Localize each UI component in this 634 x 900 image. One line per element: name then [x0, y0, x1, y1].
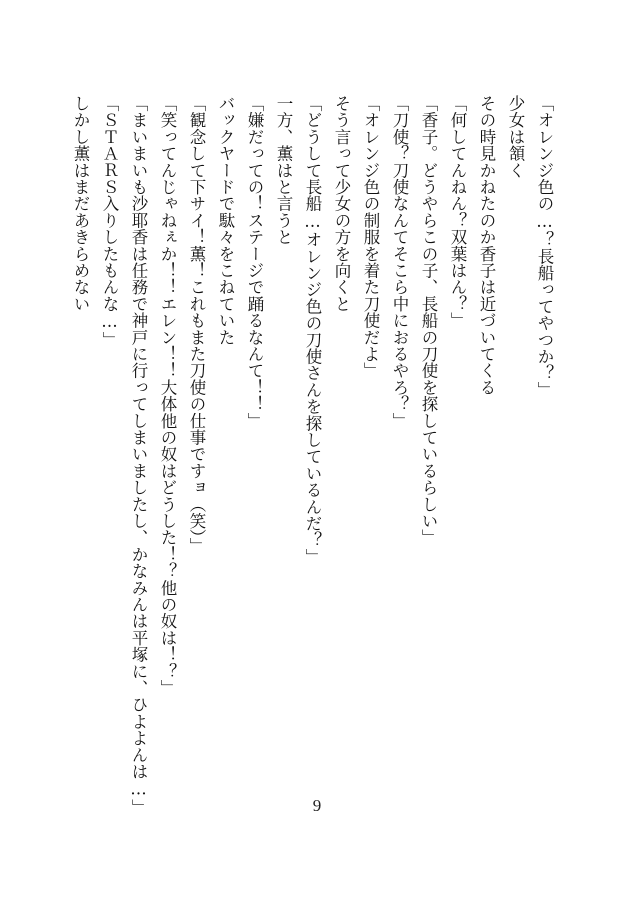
- text-line: 「まいまいも沙耶香は任務で神戸に行ってしまいましたし、かなみんは平塚に、ひよよんは…」: [129, 95, 148, 816]
- text-line: バックヤードで駄々をこねていた: [216, 95, 235, 346]
- page-number: 9: [312, 796, 322, 815]
- text-line: 「オレンジ色の…？長船ってやつか？」: [535, 95, 554, 399]
- text-line: 一方、薫はと言うと: [274, 95, 293, 246]
- text-line: 「刀使？刀使なんてそこら中におるやろ？」: [390, 95, 409, 429]
- text-line: 「観念して下サイ！薫！これもまた刀使の仕事ですョ（笑）」: [187, 95, 206, 555]
- text-line: しかし薫はまだあきらめない: [71, 95, 90, 313]
- text-line: 「どうして長船…オレンジ色の刀使さんを探しているんだ？」: [303, 95, 322, 566]
- text-line: 「何してんねん？双葉はん？」: [448, 95, 467, 329]
- vertical-text-block: [71, 95, 558, 816]
- text-line: 「香子。どうやらこの子、長船の刀使を探しているらしい」: [419, 95, 438, 546]
- text-line: 「笑ってんじゃねぇか！！エレン！！大体他の奴はどうした！？他の奴は！？」: [158, 95, 177, 697]
- text-line: その時見かねたのか香子は近づいてくる: [477, 95, 496, 396]
- text-line: 少女は頷く: [506, 95, 525, 179]
- text-line: 「オレンジ色の制服を着た刀使だよ」: [361, 95, 380, 379]
- text-line: そう言って少女の方を向くと: [332, 95, 351, 313]
- text-line: 「嫌だっての！ステージで踊るなんて！！」: [245, 95, 264, 429]
- text-line: 「ＳＴＡＲＳ入りしたもんな…」: [100, 95, 119, 348]
